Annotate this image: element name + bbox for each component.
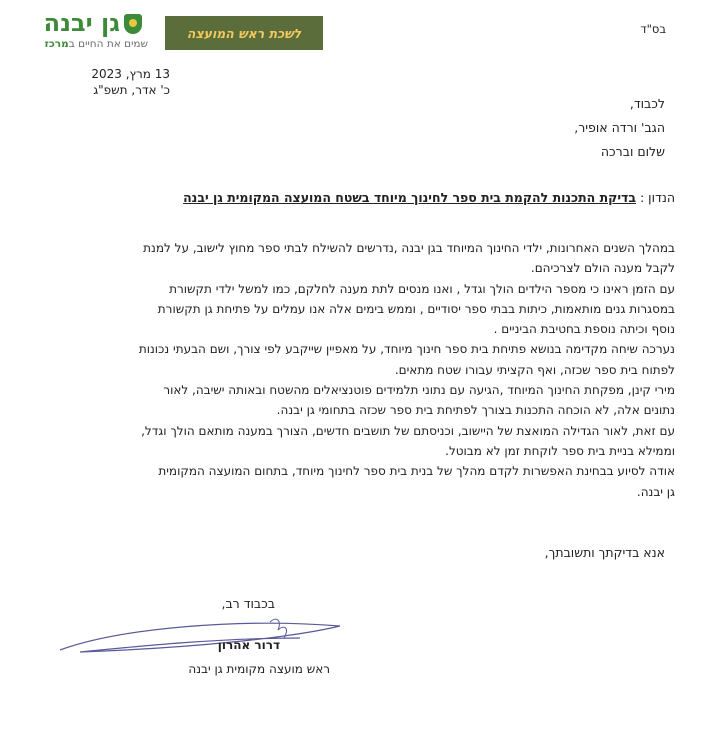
council-logo <box>28 8 148 54</box>
letter-body <box>39 238 675 502</box>
date-hebrew: כ' אדר, תשפ"ג <box>93 83 170 97</box>
body-line: במהלך השנים האחרונות, ילדי החינוך המיוחד בגן יבנה ,נדרשים להשילח לבתי ספר מחוץ לישוב, על למנת <box>143 241 675 255</box>
body-line: אודה לסיוע בבחינת האפשרות לקדם מהלך של בנית בית ספר לחינוך מיוחד, בתחום המועצה המקומית <box>158 464 675 479</box>
addressee-greeting: שלום וברכה <box>600 144 665 159</box>
subject-label: הנדון : <box>640 190 675 205</box>
logo-tagline-bold: מרכז <box>44 38 69 50</box>
closing-line: אנא בדיקתך ותשובתך, <box>544 545 665 560</box>
logo-tagline <box>28 38 148 50</box>
body-line: לקבל מענה הולם לצרכיהם. <box>530 261 675 276</box>
body-line: במסגרות גנים מותאמות, כיתות בבתי ספר יסודיים , וממש בימים אלה אנו עמלים על פתיחת גן תקשורת <box>157 301 675 316</box>
subject-text: בדיקת התכנות להקמת בית ספר לחינוך מיוחד בשטח המועצה המקומית גן יבנה <box>183 190 637 205</box>
body-line: נוסף וכיתה נוספת בחטיבת הביניים . <box>493 322 675 337</box>
body-line: עם זאת, לאור הגדילה המואצת של היישוב, וכניסתם של תושבים חדשים, הצורך במענה מותאם הולך וגדל, <box>141 423 675 438</box>
signer-title: ראש מועצה מקומית גן יבנה <box>188 662 330 676</box>
addressee-name: הגב' ורדה אופיר, <box>574 120 665 135</box>
body-line: וממילא בניית בית ספר לוקחת זמן לא מבוטל. <box>445 443 675 458</box>
body-line: לפתוח בית ספר שכזה, ואף הקציתי עבורו שטח מתאים. <box>394 362 675 377</box>
logo-tagline-start: שמים את החיים ב <box>68 38 148 50</box>
letter-date <box>60 66 170 98</box>
council-emblem-icon <box>124 14 142 34</box>
regards-line: בכבוד רב, <box>221 596 275 611</box>
signer-name: דרור אהרון <box>217 638 280 652</box>
body-line: עם הזמן ראינו כי מספר הילדים הולך וגדל , ואנו מנסים לתת מענה לחלקם, כמו למשל ילדי תקשורת <box>169 281 675 296</box>
logo-name: גן יבנה <box>43 9 120 37</box>
office-label-box: לשכת ראש המועצה <box>165 16 323 50</box>
bsd-mark: בס"ד <box>640 22 666 36</box>
body-line: נערכה שיחה מקדימה בנושא פתיחת בית ספר חינוך מיוחד, על מאפיין שייקבע לפי צורך, ושם הבעתי נכונות <box>138 342 675 357</box>
subject-line <box>75 190 675 205</box>
addressee-to: לכבוד, <box>629 96 665 111</box>
body-line: מירי קינן, מפקחת החינוך המיוחד ,הגיעה עם נתוני תלמידים פוטנציאלים מהשטח ובאותה ישיבה, לאור <box>163 383 675 398</box>
body-line: גן יבנה. <box>636 484 675 499</box>
date-gregorian: 13 מרץ, 2023 <box>91 67 170 81</box>
body-line: נתונים אלה, לא הוכחה התכנות בצורך לפתיחת בית ספר שכזה בתחומי גן יבנה. <box>276 403 675 418</box>
